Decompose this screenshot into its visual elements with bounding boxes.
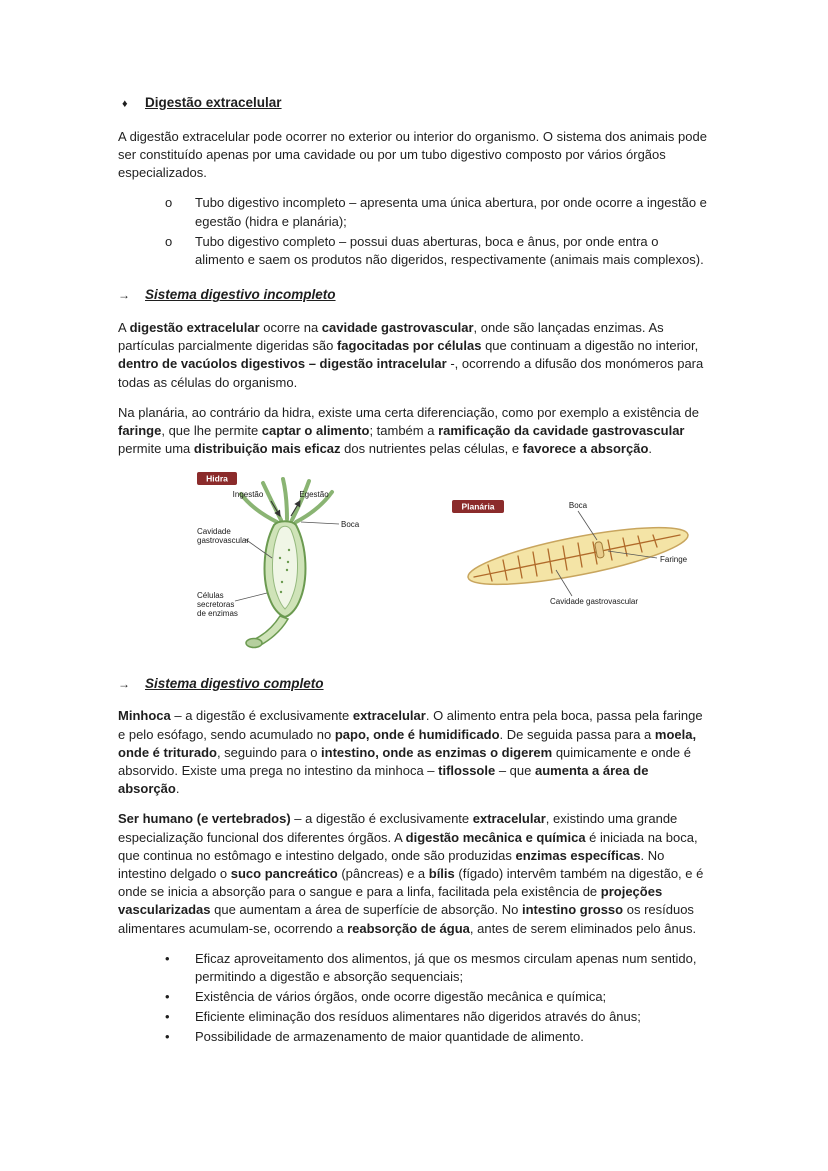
hidra-label-celulas-line2: secretoras <box>197 600 235 610</box>
hidra-badge-label: Hidra <box>206 473 228 484</box>
planaria-label-cavidade: Cavidade gastrovascular <box>550 597 639 607</box>
planaria-label-boca: Boca <box>568 501 588 511</box>
dot-bullet-marker: • <box>165 1029 170 1045</box>
planaria-illustration <box>450 498 700 613</box>
heading-sistema-completo <box>118 675 710 694</box>
planaria-badge-label: Planária <box>461 501 495 512</box>
hidra-label-cavidade-line2: gastrovascular <box>197 536 250 546</box>
intro-paragraph: A digestão extracelular pode ocorrer no exterior ou interior do organismo. O sistema dos animais pode ser constituído apenas por uma cavidade ou por um tubo digestivo composto por vários órgãos especializados. <box>118 128 707 181</box>
arrow-marker-icon: → <box>118 288 130 303</box>
hidra-label-cavidade-line1: Cavidade <box>197 527 231 537</box>
list-item-tubo-incompleto <box>118 194 710 230</box>
arrow-marker-icon: → <box>118 676 130 691</box>
planaria-label-faringe: Faringe <box>660 555 688 565</box>
list-item-eliminacao <box>118 1008 710 1026</box>
list-item-aproveitamento <box>118 950 710 986</box>
list-item-text: Tubo digestivo incompleto – apresenta uma única abertura, por onde ocorre a ingestão e egestão (hidra e planária); <box>195 195 707 229</box>
paragraph-incompleto-1: A digestão extracelular ocorre na cavidade gastrovascular, onde são lançadas enzimas. As partículas parcialmente digeridas são fagocitadas por células que continuam a digestão no interior, dentro de vacúolos digestivos – digestão intracelular -, ocorrendo a difusão dos monómeros para todas as células do organismo. <box>118 320 704 390</box>
dot-bullet-marker: • <box>165 989 170 1005</box>
heading-text: Digestão extracelular <box>145 95 282 110</box>
paragraph-ser-humano: Ser humano (e vertebrados) – a digestão é exclusivamente extracelular, existindo uma grande especialização funcional dos diferentes órgãos. A digestão mecânica e química é iniciada na boca, que continua no estômago e intestino delgado, onde são produzidas enzimas específicas. No intestino delgado o suco pancreático (pâncreas) e a bílis (fígado) intervêm também na digestão, e é onde se inicia a absorção para o sangue e para a linfa, facilitada pela existência de projeções vascularizadas que aumentam a área de superfície de absorção. No intestino grosso os resíduos alimentares acumulam-se, ocorrendo a reabsorção de água, antes de serem eliminados pelo ânus. <box>118 811 704 936</box>
dot-bullet-marker: • <box>165 1009 170 1025</box>
hidra-label-celulas-line3: de enzimas <box>197 609 238 619</box>
circle-bullet-marker: o <box>165 233 173 249</box>
vantagens-bullet-list <box>118 950 710 1047</box>
hydra-tentacles <box>241 479 332 522</box>
hidra-label-egestao: Egestão <box>299 490 329 500</box>
list-item-tubo-completo <box>118 233 710 269</box>
planaria-figure <box>450 498 700 618</box>
hidra-label-celulas-line1: Células <box>197 591 224 601</box>
list-item-text: Existência de vários órgãos, onde ocorre digestão mecânica e química; <box>195 989 607 1005</box>
list-item-text: Possibilidade de armazenamento de maior quantidade de alimento. <box>195 1029 584 1045</box>
diamond-bullet-icon: ♦ <box>122 98 128 110</box>
list-item-armazenamento <box>118 1028 710 1046</box>
list-item-text: Eficiente eliminação dos resíduos alimentares não digeridos através do ânus; <box>195 1009 641 1025</box>
heading-text: Sistema digestivo incompleto <box>145 287 336 303</box>
heading-sistema-incompleto <box>118 286 710 305</box>
intro-bullet-list <box>118 194 710 269</box>
hidra-illustration <box>195 470 380 652</box>
heading-digestao-extracelular <box>118 94 710 113</box>
hidra-figure <box>195 470 380 657</box>
hidra-label-boca: Boca <box>341 520 360 530</box>
hydra-basal-disc <box>246 639 262 648</box>
list-item-text: Tubo digestivo completo – possui duas aberturas, boca e ânus, por onde entra o alimento e saem os produtos não digeridos, respectivamente (animais mais complexos). <box>195 233 704 268</box>
circle-bullet-marker: o <box>165 195 173 211</box>
list-item-text: Eficaz aproveitamento dos alimentos, já que os mesmos circulam apenas num sentido, permitindo a digestão e absorção sequenciais; <box>195 950 697 984</box>
figures-row <box>118 470 710 657</box>
paragraph-minhoca: Minhoca – a digestão é exclusivamente extracelular. O alimento entra pela boca, passa pela faringe e pelo esófago, sendo acumulado no papo, onde é humidificado. De seguida passa para a moela, onde é triturado, seguindo para o intestino, onde as enzimas o digerem quimicamente e onde é absorvido. Existe uma prega no intestino da minhoca – tiflossole – que aumenta a área de absorção. <box>118 708 703 797</box>
list-item-varios-orgaos <box>118 988 710 1006</box>
paragraph-incompleto-2: Na planária, ao contrário da hidra, existe uma certa diferenciação, como por exemplo a existência de faringe, que lhe permite captar o alimento; também a ramificação da cavidade gastrovascular permite uma distribuição mais eficaz dos nutrientes pelas células, e favorece a absorção. <box>118 404 699 457</box>
heading-text: Sistema digestivo completo <box>145 675 324 691</box>
dot-bullet-marker: • <box>165 950 170 966</box>
hidra-label-ingestao: Ingestão <box>232 490 264 500</box>
